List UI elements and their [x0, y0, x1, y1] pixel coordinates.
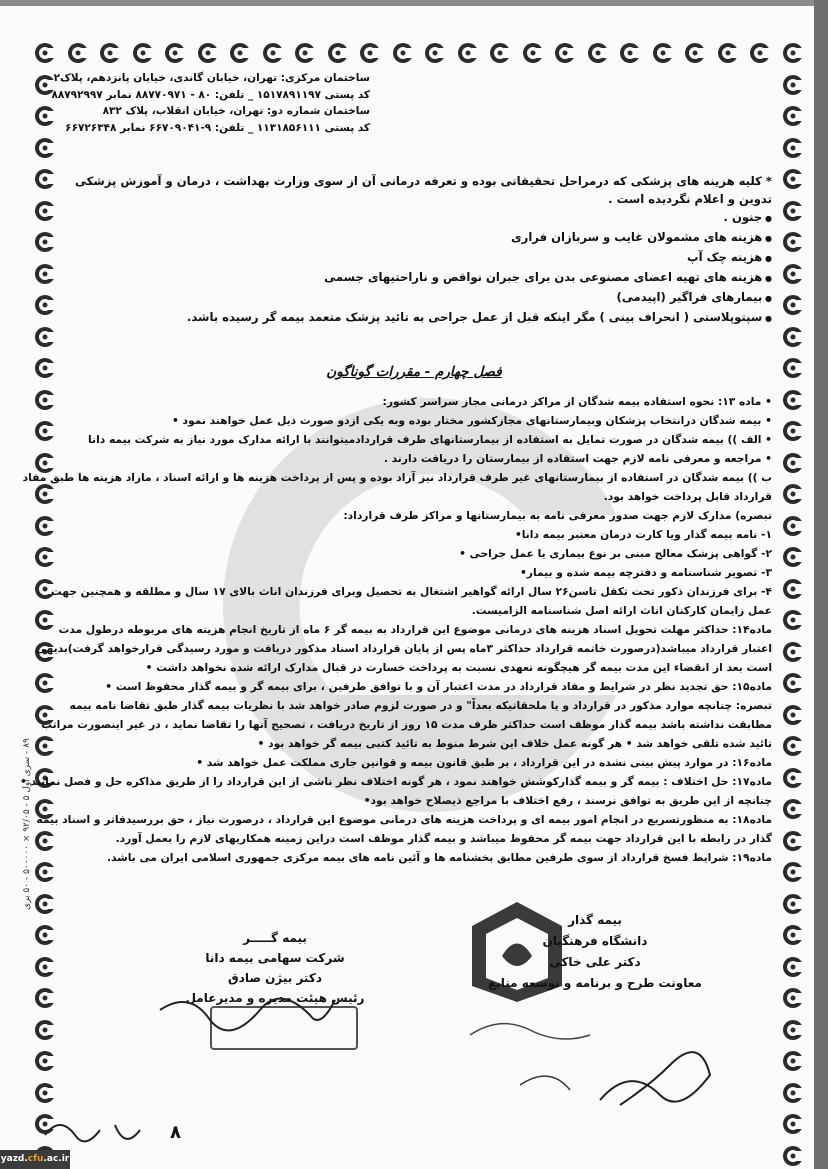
exclusions-intro-cont: تدوین و اعلام نگردیده است .	[608, 192, 772, 206]
border-logo-icon	[782, 1113, 804, 1135]
border-logo-icon	[34, 515, 56, 537]
border-logo-icon	[34, 924, 56, 946]
exclusion-item: ● جنون .	[72, 208, 772, 228]
exclusion-item: ● بیمارهای فراگیر (اپیدمی)	[72, 288, 772, 308]
border-logo-icon	[34, 137, 56, 159]
border-logo-icon	[34, 231, 56, 253]
address-line: ساختمان شماره دو: تهران، خیابان انقلاب، پلاک ۸۳۲	[102, 105, 370, 117]
article-line: ۳- تصویر شناسنامه و دفترچه بیمه شده و بیمار•	[519, 566, 772, 579]
border-logo-icon	[262, 42, 284, 64]
border-logo-icon	[619, 42, 641, 64]
article-line: ماده۱۵: حق تجدید نظر در شرایط و مفاد قرارداد در مدت اعتبار آن و با توافق طرفین ، برای بیمه گر و بیمه گذار محفوظ است •	[105, 680, 772, 693]
article-line: تبصره) مدارک لازم جهت صدور معرفی نامه به بیمارستانها و مراکز طرف قرارداد:	[343, 509, 772, 522]
article-line: است بعد از انقضاء این مدت بیمه گر هیچگونه تعهدی نسبت به پرداخت خسارت در قبال مدارک ارائه شده نخواهد داشت •	[145, 661, 772, 674]
border-logo-icon	[782, 483, 804, 505]
footer-prefix: yazd.	[0, 1154, 28, 1164]
border-logo-icon	[522, 42, 544, 64]
page-number: ۸	[170, 1122, 181, 1143]
policyholder-title: معاونت طرح و برنامه و توسعه منابع	[488, 976, 702, 990]
border-logo-icon	[359, 42, 381, 64]
border-logo-icon	[782, 893, 804, 915]
border-logo-icon	[782, 735, 804, 757]
border-logo-icon	[782, 987, 804, 1009]
border-logo-icon	[34, 389, 56, 411]
border-logo-icon	[782, 263, 804, 285]
border-logo-icon	[782, 515, 804, 537]
policyholder-signature	[480, 910, 710, 994]
border-logo-icon	[782, 42, 804, 64]
border-logo-icon	[34, 735, 56, 757]
chapter-title: فصل چهارم - مقررات گوناگون	[326, 364, 502, 380]
insurer-role: بیمه گـــــر	[243, 931, 307, 945]
border-logo-icon	[782, 420, 804, 442]
border-logo-icon	[34, 546, 56, 568]
address-line: کد پستی ۱۵۱۷۸۹۱۱۹۷ _ تلفن: ۸۰ - ۸۸۷۷۰۹۷۱ نمابر ۸۸۷۹۲۹۹۷	[51, 88, 370, 101]
border-logo-icon	[782, 231, 804, 253]
border-logo-icon	[327, 42, 349, 64]
border-logo-icon	[34, 956, 56, 978]
article-line: • ماده ۱۳: نحوه استفاده بیمه شدگان از مراکز درمانی مجاز سراسر کشور:	[72, 392, 772, 411]
article-line: مطابقت نداشته باشد بیمه گذار موظف است حداکثر ظرف مدت ۱۵ روز از تاریخ دریافت ، تصحیح آنها را تقاضا نماید ، در غیر اینصورت مراتب	[41, 718, 772, 731]
article-line: گذار در رابطه با این قرارداد جهت بیمه گر محفوظ میباشد و بیمه گذار موظف است دراین زمینه همکاریهای لازم را بعمل آورد.	[115, 832, 772, 845]
policyholder-org: دانشگاه فرهنگیان	[542, 934, 648, 948]
border-logo-icon	[34, 830, 56, 852]
article-line: عمل زایمان کارکنان اناث ارائه اصل شناسنامه الزامیست.	[471, 604, 772, 617]
address-line: ساختمان مرکزی: تهران، خیابان گاندی، خیابان پانزدهم، پلاک۲	[53, 72, 370, 84]
border-logo-icon	[782, 704, 804, 726]
border-logo-icon	[392, 42, 414, 64]
border-logo-icon	[34, 1019, 56, 1041]
border-logo-icon	[782, 137, 804, 159]
insurer-name: دکتر بیژن صادق	[228, 971, 322, 985]
source-footer	[0, 1150, 70, 1169]
border-logo-icon	[782, 294, 804, 316]
border-logo-icon	[197, 42, 219, 64]
border-logo-icon	[782, 641, 804, 663]
border-logo-icon	[782, 830, 804, 852]
article-line: • الف )) بیمه شدگان در صورت تمایل به استفاده از بیمارستانهای طرف قراردادمیتوانند با ارائه مدارک مورد نیاز به شرکت بیمه دانا	[72, 430, 772, 449]
border-logo-icon	[782, 1050, 804, 1072]
border-logo-icon	[229, 42, 251, 64]
border-logo-icon	[782, 389, 804, 411]
border-logo-icon	[424, 42, 446, 64]
exclusion-item: ● هزینه های تهیه اعضای مصنوعی بدن برای جبران نواقص و ناراحتیهای جسمی	[72, 268, 772, 288]
border-logo-icon	[34, 263, 56, 285]
border-logo-icon	[34, 1082, 56, 1104]
insurer-company: شرکت سهامی بیمه دانا	[205, 951, 345, 965]
border-logo-icon	[489, 42, 511, 64]
border-logo-icon	[34, 893, 56, 915]
border-logo-icon	[782, 924, 804, 946]
border-logo-icon	[34, 609, 56, 631]
border-logo-icon	[99, 42, 121, 64]
border-logo-icon	[34, 168, 56, 190]
exclusion-item: ● هزینه های مشمولان غایب و سربازان فراری	[72, 228, 772, 248]
footer-accent: cfu	[27, 1154, 44, 1164]
article-line: ۴- برای فرزندان ذکور تحت تکفل تاسن۲۶ سال ارائه گواهیر اشتغال به تحصیل وبرای فرزندان اناث بالای ۱۷ سال و مطلقه و همچنین جهت	[50, 585, 772, 598]
border-logo-icon	[34, 420, 56, 442]
border-logo-icon	[782, 672, 804, 694]
border-logo-icon	[782, 1082, 804, 1104]
border-logo-icon	[782, 956, 804, 978]
address-line: کد پستی ۱۱۳۱۸۵۶۱۱۱ _ تلفن: ۹-۶۶۷۰۹۰۴۱ نمابر ۶۶۷۲۶۳۴۸	[65, 121, 370, 134]
border-logo-icon	[294, 42, 316, 64]
article-line: ماده۱۹: شرایط فسخ قرارداد از سوی طرفین مطابق بخشنامه ها و آئین نامه های بیمه مرکزی جمهوری اسلامی ایران می باشد.	[106, 851, 772, 864]
policyholder-name: دکتر علی خاکی	[549, 955, 641, 969]
article-line: ماده۱۷: حل اختلاف : بیمه گر و بیمه گذارکوشش خواهند نمود ، هر گونه اختلاف نظر ناشی از این قرارداد را از طریق مذاکره حل و فصل نمایند •	[20, 775, 772, 788]
policyholder-role: بیمه گذار	[568, 913, 622, 927]
border-logo-icon	[782, 609, 804, 631]
article-line: ماده۱۸: به منظورتسریع در انجام امور بیمه ای و پرداخت هزینه های درمانی موضوع این قرارداد ، درصورت نیاز ، حق بررسیدفاتر و اسناد بیمه	[36, 813, 772, 826]
border-logo-icon	[782, 105, 804, 127]
border-logo-icon	[67, 42, 89, 64]
border-logo-icon	[587, 42, 609, 64]
article-line: ب )) بیمه شدگان در استفاده از بیمارستانهای غیر طرف قرارداد نیز آزاد بوده و پس از پرداخت هزینه ها و ارائه اسناد ، مازاد هزینه ها طبق مفاد	[22, 471, 772, 484]
article-line: • بیمه شدگان درانتخاب پزشکان وبیمارستانهای مجازکشور مختار بوده وبه یکی ازدو صورت ذیل عمل خواهند نمود •	[72, 411, 772, 430]
border-logo-icon	[652, 42, 674, 64]
border-logo-icon	[717, 42, 739, 64]
border-logo-icon	[34, 105, 56, 127]
exclusions-intro: * کلیه هزینه های پزشکی که درمراحل تحقیقاتی بوده و تعرفه درمانی آن از سوی وزارت بهداشت ، درمان و آموزش پزشکی	[74, 174, 772, 188]
address-block	[51, 70, 370, 136]
border-logo-icon	[782, 578, 804, 600]
article-line: ۱- نامه بیمه گذار ویا کارت درمان معتبر بیمه دانا•	[514, 528, 772, 541]
border-logo-icon	[34, 1050, 56, 1072]
border-logo-icon	[782, 74, 804, 96]
border-logo-icon	[782, 767, 804, 789]
border-logo-icon	[782, 546, 804, 568]
scan-edge-right	[814, 0, 828, 1169]
border-logo-icon	[34, 42, 56, 64]
article-line: اعتبار قرارداد میباشد(درصورت خاتمه قرارداد حداکثر ۳ماه پس از پایان قرارداد اسناد مذکور دریافت و مورد رسیدگی قرارخواهد گرفت)بدیهی	[35, 642, 772, 655]
border-logo-icon	[684, 42, 706, 64]
border-logo-icon	[34, 200, 56, 222]
exclusion-item: ● سپتوپلاستی ( انحراف بینی ) مگر اینکه قبل از عمل جراحی به تائید پزشک متعمد بیمه گر رسیده باشد.	[72, 308, 772, 328]
border-logo-icon	[34, 672, 56, 694]
footer-suffix: .ac.ir	[43, 1154, 70, 1164]
border-logo-icon	[782, 200, 804, 222]
article-line: قرارداد قابل پرداخت خواهد بود.	[603, 490, 772, 503]
border-logo-icon	[164, 42, 186, 64]
article-line: • مراجعه و معرفی نامه لازم جهت استفاده از بیمارستان را دریافت دارند .	[72, 449, 772, 468]
border-logo-icon	[782, 798, 804, 820]
scan-edge-top	[0, 0, 828, 6]
border-logo-icon	[782, 168, 804, 190]
border-logo-icon	[34, 861, 56, 883]
border-logo-icon	[554, 42, 576, 64]
article-line: تبصره: چنانچه موارد مذکور در قرارداد و یا ملحقاتیکه بعداً" و در صورت لزوم صادر خواهد شد با نظریات بیمه گذار طبق تقاضا نامه بیمه	[69, 699, 772, 712]
article-line: چنانچه از این طریق به توافق نرسند ، رفع اختلاف با مراجع ذیصلاح خواهد بود•	[363, 794, 772, 807]
article-line: ماده۱۶: در موارد پیش بینی نشده در این قرارداد ، بر طبق قانون بیمه و قوانین جاری مملکت عمل خواهد شد •	[196, 756, 772, 769]
bottom-initials	[40, 1110, 180, 1155]
article-line: ماده۱۴: حداکثر مهلت تحویل اسناد هزینه های درمانی موضوع این قرارداد به بیمه گر ۶ ماه از تاریخ انجام هزینه های مربوطه درطول مدت	[58, 623, 772, 636]
article-line: ۲- گواهی پزشک معالج مبنی بر نوع بیماری یا عمل جراحی •	[459, 547, 772, 560]
form-serial-code: ۸۹ - سری اول ۵ - ۹۲/۰۵ × ۵۰۰۰۰۰ - ۵۰ بری	[22, 738, 32, 910]
border-logo-icon	[132, 42, 154, 64]
border-logo-icon	[34, 326, 56, 348]
border-logo-icon	[782, 1019, 804, 1041]
border-logo-icon	[782, 452, 804, 474]
exclusions-section	[72, 172, 772, 328]
border-logo-icon	[782, 1145, 804, 1167]
article-line: تائید شده تلقی خواهد شد • هر گونه عمل خلاف این شرط منوط به تائید کتبی بیمه گر خواهد بود •	[257, 737, 772, 750]
border-logo-icon	[782, 861, 804, 883]
exclusion-item: ● هزینه چک آپ	[72, 248, 772, 268]
insurer-handwritten-signature	[150, 970, 340, 1060]
border-logo-icon	[34, 987, 56, 1009]
border-logo-icon	[457, 42, 479, 64]
policyholder-handwritten-signature	[460, 1005, 720, 1125]
border-logo-icon	[34, 294, 56, 316]
border-logo-icon	[782, 326, 804, 348]
insurer-title: رئیس هیئت مدیره و مدیرعامل	[185, 991, 365, 1005]
border-logo-icon	[749, 42, 771, 64]
